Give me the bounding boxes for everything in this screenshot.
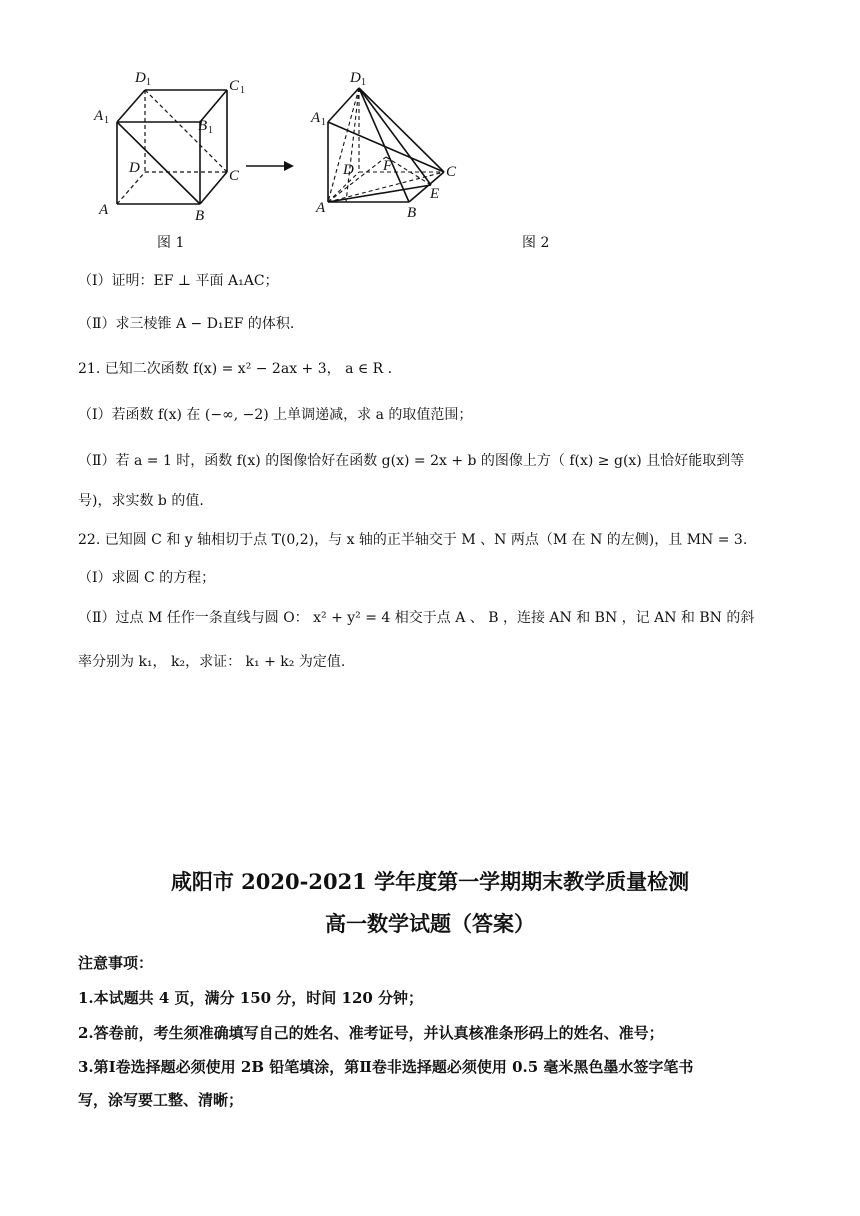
figure-2-pyramid <box>306 62 466 227</box>
fig1-label-a: A <box>99 202 109 218</box>
figure-2-caption: 图 2 <box>522 235 550 251</box>
fig2-label-a: A <box>316 200 326 216</box>
q22-part2-line2: 率分别为 k₁， k₂，求证： k₁ + k₂ 为定值. <box>78 654 346 670</box>
fig1-label-c1: C <box>229 78 240 94</box>
figure-1-cube <box>85 62 255 222</box>
fig2-label-c: C <box>446 164 457 180</box>
q22-part2-line1: （Ⅱ）过点 M 任作一条直线与圆 O： x² + y² = 4 相交于点 A 、 B ，连接 AN 和 BN ，记 AN 和 BN 的斜 <box>78 610 755 626</box>
fig2-label-e: E <box>430 186 440 202</box>
figure-1-caption: 图 1 <box>157 235 185 251</box>
q21-stem: 21. 已知二次函数 f(x) = x² − 2ax + 3， a ∈ R . <box>78 361 393 377</box>
q21-part2-line1: （Ⅱ）若 a = 1 时，函数 f(x) 的图像恰好在函数 g(x) = 2x + b 的图像上方（ f(x) ≥ g(x) 且恰好能取到等 <box>78 453 745 469</box>
q20-part2: （Ⅱ）求三棱锥 A − D₁EF 的体积. <box>78 316 295 332</box>
fig2-label-a1: A <box>311 110 321 126</box>
answer-title-line2: 高一数学试题（答案） <box>325 911 535 936</box>
notes-item-2: 2.答卷前，考生须准确填写自己的姓名、准考证号，并认真核准条形码上的姓名、准号； <box>78 1024 664 1042</box>
svg-text:1: 1 <box>361 77 366 88</box>
fig2-label-d: D <box>343 162 354 178</box>
notes-heading: 注意事项： <box>78 954 154 972</box>
fig1-label-a1: A <box>94 108 104 124</box>
fig1-label-d1: D <box>135 70 146 86</box>
q21-part1: （Ⅰ）若函数 f(x) 在 (−∞, −2) 上单调递减，求 a 的取值范围； <box>78 407 473 423</box>
svg-text:1: 1 <box>208 125 213 136</box>
svg-text:1: 1 <box>240 85 245 96</box>
q22-part1: （Ⅰ）求圆 C 的方程； <box>78 570 216 586</box>
fig2-label-d1: D <box>350 70 361 86</box>
fig1-label-c: C <box>229 168 240 184</box>
q21-part2-line2: 号)，求实数 b 的值. <box>78 493 204 509</box>
fig2-label-b: B <box>407 205 417 221</box>
notes-item-3-line1: 3.第Ⅰ卷选择题必须使用 2B 铅笔填涂，第Ⅱ卷非选择题必须使用 0.5 毫米黑色墨水签字笔书 <box>78 1058 694 1076</box>
svg-text:1: 1 <box>321 117 326 128</box>
q20-part1: （Ⅰ）证明：EF ⊥ 平面 A₁AC； <box>78 273 279 289</box>
notes-item-3-line2: 写，涂写要工整、清晰； <box>78 1091 244 1109</box>
fig2-label-f: F <box>383 158 393 174</box>
notes-item-1: 1.本试题共 4 页，满分 150 分，时间 120 分钟； <box>78 989 424 1007</box>
fig1-label-b1: B <box>198 118 208 134</box>
svg-text:1: 1 <box>104 115 109 126</box>
answer-title-line1: 咸阳市 2020-2021 学年度第一学期期末教学质量检测 <box>170 869 690 894</box>
fig1-label-d: D <box>129 160 140 176</box>
svg-text:1: 1 <box>146 77 151 88</box>
arrow-icon <box>244 158 296 174</box>
fig1-label-b: B <box>195 208 205 222</box>
q22-stem: 22. 已知圆 C 和 y 轴相切于点 T(0,2)，与 x 轴的正半轴交于 M 、N 两点（M 在 N 的左侧)，且 MN = 3. <box>78 532 748 548</box>
